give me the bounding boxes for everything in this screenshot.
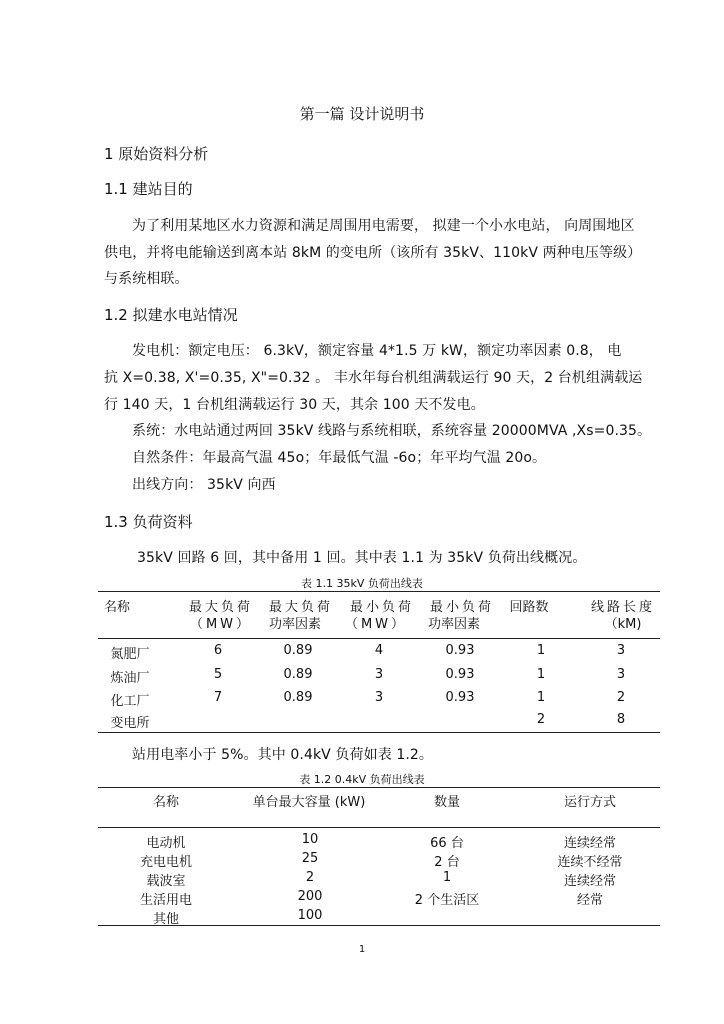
paragraph-line: 35kV 回路 6 回，其中备用 1 回。其中表 1.1 为 35kV 负荷出线概况。 xyxy=(137,550,587,566)
paragraph-line: 发电机：额定电压： 6.3kV，额定容量 4*1.5 万 kW，额定功率因素 0.8， 电 xyxy=(132,343,622,359)
table-rule-top xyxy=(98,591,660,592)
table-cell: 2 xyxy=(616,690,626,705)
table-cell: 200 xyxy=(297,889,323,904)
table-cell: 0.89 xyxy=(283,690,313,705)
table-cell: 1 xyxy=(536,667,546,682)
table-cell: 连续不经常 xyxy=(557,855,623,870)
table-header-cell: 名称 xyxy=(152,795,179,810)
table-caption: 表 1.1 35kV 负荷出线表 xyxy=(301,577,423,590)
paragraph-line: 系统：水电站通过两回 35kV 线路与系统相联，系统容量 20000MVA ,Xs=0.35。 xyxy=(132,423,652,439)
table-cell: 生活用电 xyxy=(139,893,192,908)
table-cell: 氮肥厂 xyxy=(110,647,150,662)
table-cell: 炼油厂 xyxy=(110,671,150,686)
table-cell: 5 xyxy=(213,667,223,682)
table-cell: 0.89 xyxy=(283,667,313,682)
table-header-cell: 最大负荷 xyxy=(268,600,333,615)
table-header-cell: 最小负荷 xyxy=(429,600,494,615)
table-cell: 1 xyxy=(442,870,452,885)
table-cell: 连续经常 xyxy=(563,874,616,889)
table-header-cell: 最小负荷 xyxy=(349,600,414,615)
table-rule-top xyxy=(98,787,660,788)
table-cell: 4 xyxy=(374,643,384,658)
table-header-cell: 线路长度 xyxy=(590,600,655,615)
paragraph-line: 出线方向： 35kV 向西 xyxy=(132,477,276,493)
table-header-cell: 名称 xyxy=(104,600,131,615)
table-cell: 2 个生活区 xyxy=(414,893,480,908)
table-cell: 100 xyxy=(297,908,323,923)
paragraph-line: 抗 X=0.38, X'=0.35, X"=0.32 。 丰水年每台机组满载运行 90 天，2 台机组满载运 xyxy=(104,370,643,386)
paragraph-line: 供电，并将电能输送到离本站 8kM 的变电所（该所有 35kV、110kV 两种电压等级） xyxy=(104,245,642,261)
table-cell: 8 xyxy=(616,712,626,727)
table-cell: 25 xyxy=(301,851,319,866)
table-header-cell: 回路数 xyxy=(509,600,549,615)
table-cell: 1 xyxy=(536,690,546,705)
table-cell: 0.93 xyxy=(445,643,475,658)
table-rule-header xyxy=(98,638,660,639)
table-header-cell: 单台最大容量 (kW) xyxy=(252,795,366,810)
table-cell: 变电所 xyxy=(110,716,150,731)
table-cell: 0.93 xyxy=(445,690,475,705)
table-header-cell: 数量 xyxy=(433,795,460,810)
subsection-heading-1-1: 1.1 建站目的 xyxy=(104,180,193,198)
table-cell: 66 台 xyxy=(430,836,464,851)
table-cell: 7 xyxy=(213,690,223,705)
paragraph-line: 行 140 天，1 台机组满载运行 30 天，其余 100 天不发电。 xyxy=(104,397,485,413)
table-header-cell: （MW） xyxy=(344,617,408,632)
table-header-cell: 最大负荷 xyxy=(188,600,253,615)
table-rule-bottom xyxy=(98,732,660,733)
table-header-cell: （kM) xyxy=(604,617,642,632)
table-cell: 载波室 xyxy=(146,874,186,889)
table-header-cell: 功率因素 xyxy=(268,617,321,632)
subsection-heading-1-3: 1.3 负荷资料 xyxy=(104,513,193,531)
table-cell: 3 xyxy=(374,690,384,705)
table-cell: 经常 xyxy=(576,893,603,908)
table-cell: 10 xyxy=(301,832,319,847)
table-cell: 0.89 xyxy=(283,643,313,658)
paragraph-line: 为了利用某地区水力资源和满足周围用电需要， 拟建一个小水电站， 向周围地区 xyxy=(132,218,635,234)
table-cell: 2 xyxy=(305,870,315,885)
table-cell: 化工厂 xyxy=(110,694,150,709)
table-cell: 3 xyxy=(616,643,626,658)
section-heading: 1 原始资料分析 xyxy=(104,145,209,163)
table-cell: 6 xyxy=(213,643,223,658)
table-rule-bottom xyxy=(98,925,660,926)
table-header-cell: 功率因素 xyxy=(427,617,480,632)
chapter-title: 第一篇 设计说明书 xyxy=(299,105,425,123)
table-cell: 电动机 xyxy=(146,836,186,851)
table-rule-header xyxy=(98,827,660,828)
table-cell: 连续经常 xyxy=(563,836,616,851)
table-cell: 其他 xyxy=(152,912,179,927)
page-number: 1 xyxy=(358,944,366,955)
table-cell: 3 xyxy=(616,667,626,682)
paragraph-line: 与系统相联。 xyxy=(104,271,189,287)
table-cell: 2 台 xyxy=(434,855,460,870)
subsection-heading-1-2: 1.2 拟建水电站情况 xyxy=(104,306,238,324)
table-header-cell: 运行方式 xyxy=(563,795,616,810)
table-caption: 表 1.2 0.4kV 负荷出线表 xyxy=(299,773,425,786)
table-cell: 1 xyxy=(536,643,546,658)
table-cell: 0.93 xyxy=(445,667,475,682)
table-header-cell: （MW） xyxy=(189,617,253,632)
table-cell: 充电电机 xyxy=(139,855,192,870)
paragraph-line: 站用电率小于 5%。其中 0.4kV 负荷如表 1.2。 xyxy=(132,747,434,763)
table-cell: 3 xyxy=(374,667,384,682)
paragraph-line: 自然条件：年最高气温 45o；年最低气温 -6o；年平均气温 20o。 xyxy=(132,450,547,466)
table-cell: 2 xyxy=(536,712,546,727)
